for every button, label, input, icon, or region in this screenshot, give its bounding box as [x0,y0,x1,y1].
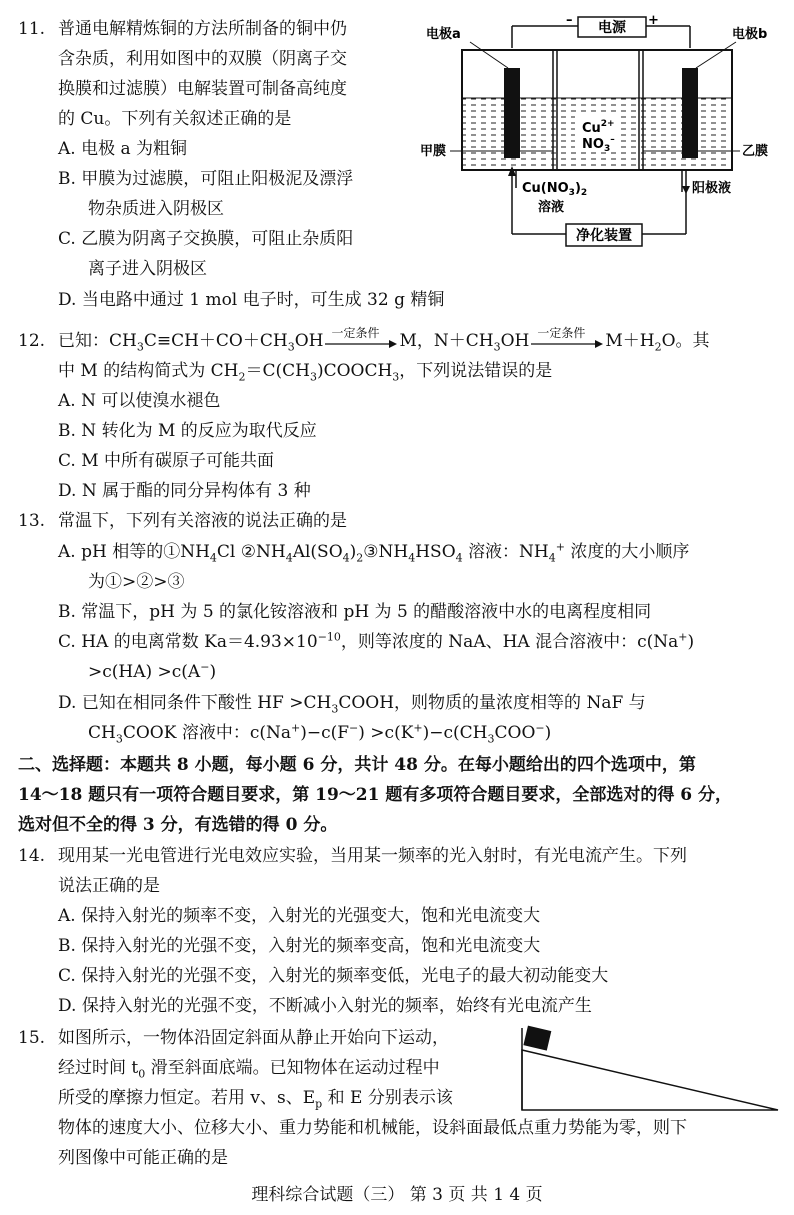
power-label: 电源 [598,20,626,36]
section2-line3: 选对但不全的得 3 分，有选错的得 0 分。 [18,815,338,835]
minus-sign: – [566,13,573,28]
electrode-b-label: 电极b [732,27,768,42]
section2-line1: 二、选择题：本题共 8 小题，每小题 6 分，共计 48 分。在每小题给出的四个选项中，第 [18,755,696,775]
q11-option-d: D. 当电路中通过 1 mol 电子时，可生成 32 g 精铜 [58,290,445,310]
q13-option-c-line2: >c(HA) >c(A−) [88,660,217,682]
membrane-jia-label: 甲膜 [420,144,447,159]
q12-option-a: A. N 可以使溴水褪色 [58,391,221,411]
plus-sign: + [648,13,659,28]
q11-stem-line3: 换膜和过滤膜）电解装置可制备高纯度 [58,79,347,99]
q13-stem: 常温下，下列有关溶液的说法正确的是 [58,511,347,531]
q14-option-c: C. 保持入射光的光强不变，入射光的频率变低，光电子的最大初动能变大 [58,966,609,986]
q15-line3: 所受的摩擦力恒定。若用 v、s、$E_p$ 和 E 分别表示该 [58,1088,453,1111]
q14-stem-line1: 现用某一光电管进行光电效应实验，当用某一频率的光入射时，有光电流产生。下列 [58,846,687,866]
solution-formula-sub: 3 [568,188,575,198]
solution-formula: Cu(NO [522,181,569,196]
solution-label: 溶液 [538,200,565,215]
svg-text:Cu(NO3)2 [522,181,587,198]
purifier-label: 净化装置 [576,228,632,244]
q14-number: 14. [18,846,46,866]
q12-option-d: D. N 属于酯的同分异构体有 3 种 [58,481,311,501]
q13-option-d-line1: D. 已知在相同条件下酸性 HF $>CH_3COOH$，则物质的量浓度相等的 NaF 与 [58,693,646,716]
q11-option-b-line2: 物杂质进入阴极区 [88,199,224,219]
q11-number: 11. [18,19,46,39]
q12-option-c: C. M 中所有碳原子可能共面 [58,451,275,471]
q13-option-d-line2: $CH_3COOK$ 溶液中：$c(Na^+)-c(F^-) >c(K^+)-c(CH_3COO^-)$ [88,721,552,746]
ion-no3-charge: – [610,135,615,145]
q15-line1: 如图所示，一物体沿固定斜面从静止开始向下运动， [58,1028,449,1048]
reaction-arrow-1: 一定条件 [323,332,399,352]
q14-stem-line2: 说法正确的是 [58,876,160,896]
ion-cu-charge: 2+ [600,119,615,129]
q13-option-c-line1: C. HA 的电离常数 $Ka=4.93\times 10^{-10}$，则等浓度的 NaA、HA 混合溶液中：c(Na+) [58,630,695,652]
q11-option-b-line1: B. 甲膜为过滤膜，可阻止阳极泥及漂浮 [58,169,354,189]
q12-number: 12. [18,331,46,351]
q12-option-b: B. N 转化为 M 的反应为取代反应 [58,421,317,441]
electrolysis-diagram [420,6,784,252]
q11-option-a: A. 电极 a 为粗铜 [58,139,188,159]
incline-diagram [516,1020,784,1114]
q13-option-a-line2: 为①>②>③ [88,572,185,592]
q14-option-b: B. 保持入射光的光强不变，入射光的频率变高，饱和光电流变大 [58,936,541,956]
q11-stem-line2: 含杂质，利用如图中的双膜（阴离子交 [58,49,347,69]
solution-formula-sub2: 2 [580,188,588,198]
anolyte-label: 阳极液 [692,181,732,196]
q12-stem-line2: 中 M 的结构简式为 $CH_2=C(CH_3)COOCH_3$，下列说法错误的是 [58,361,553,384]
solution-formula-end: ) [574,181,581,196]
q11-option-c-line2: 离子进入阴极区 [88,259,207,279]
q15-number: 15. [18,1028,46,1048]
q11-option-c-line1: C. 乙膜为阴离子交换膜，可阻止杂质阳 [58,229,354,249]
page-footer: 理科综合试题（三） 第 3 页 共 1 4 页 [251,1185,543,1205]
reaction-arrow-2: 一定条件 [529,332,605,352]
ion-no3: NO [582,137,604,152]
q13-option-a-line1: A. pH 相等的$①NH_4Cl$ $②NH_4Al(SO_4)_2③NH_4HSO_4$ 溶液：$NH_4^+$ 浓度的大小顺序 [58,540,690,565]
q11-stem-line1: 普通电解精炼铜的方法所制备的铜中仍 [58,19,347,39]
ion-no3-sub: 3 [603,144,611,154]
electrode-a-label: 电极a [426,27,461,42]
q15-line2: 经过时间 $t_0$ 滑至斜面底端。已知物体在运动过程中 [58,1058,440,1081]
q14-option-d: D. 保持入射光的光强不变，不断减小入射光的频率，始终有光电流产生 [58,996,592,1016]
q13-option-b: B. 常温下，pH 为 5 的氯化铵溶液和 pH 为 5 的醋酸溶液中水的电离程度相同 [58,602,652,622]
q13-number: 13. [18,511,46,531]
membrane-yi-label: 乙膜 [742,144,769,159]
q14-option-a: A. 保持入射光的频率不变，入射光的光强变大，饱和光电流变大 [58,906,541,926]
section2-line2: 14～18 题只有一项符合题目要求，第 19～21 题有多项符合题目要求，全部选对的得 6 分， [18,785,733,805]
q12-stem-line1: 已知：$CH_3C\equiv CH+CO+CH_3OH$ 一定条件 M，$N+CH_3OH$ 一定条件 $M+H_2O$。其 [58,325,710,354]
ion-cu: Cu [582,121,601,136]
q15-line4: 物体的速度大小、位移大小、重力势能和机械能，设斜面最低点重力势能为零，则下 [58,1118,687,1138]
q11-stem-line4: 的 Cu。下列有关叙述正确的是 [58,109,292,129]
q15-line5: 列图像中可能正确的是 [58,1148,228,1168]
